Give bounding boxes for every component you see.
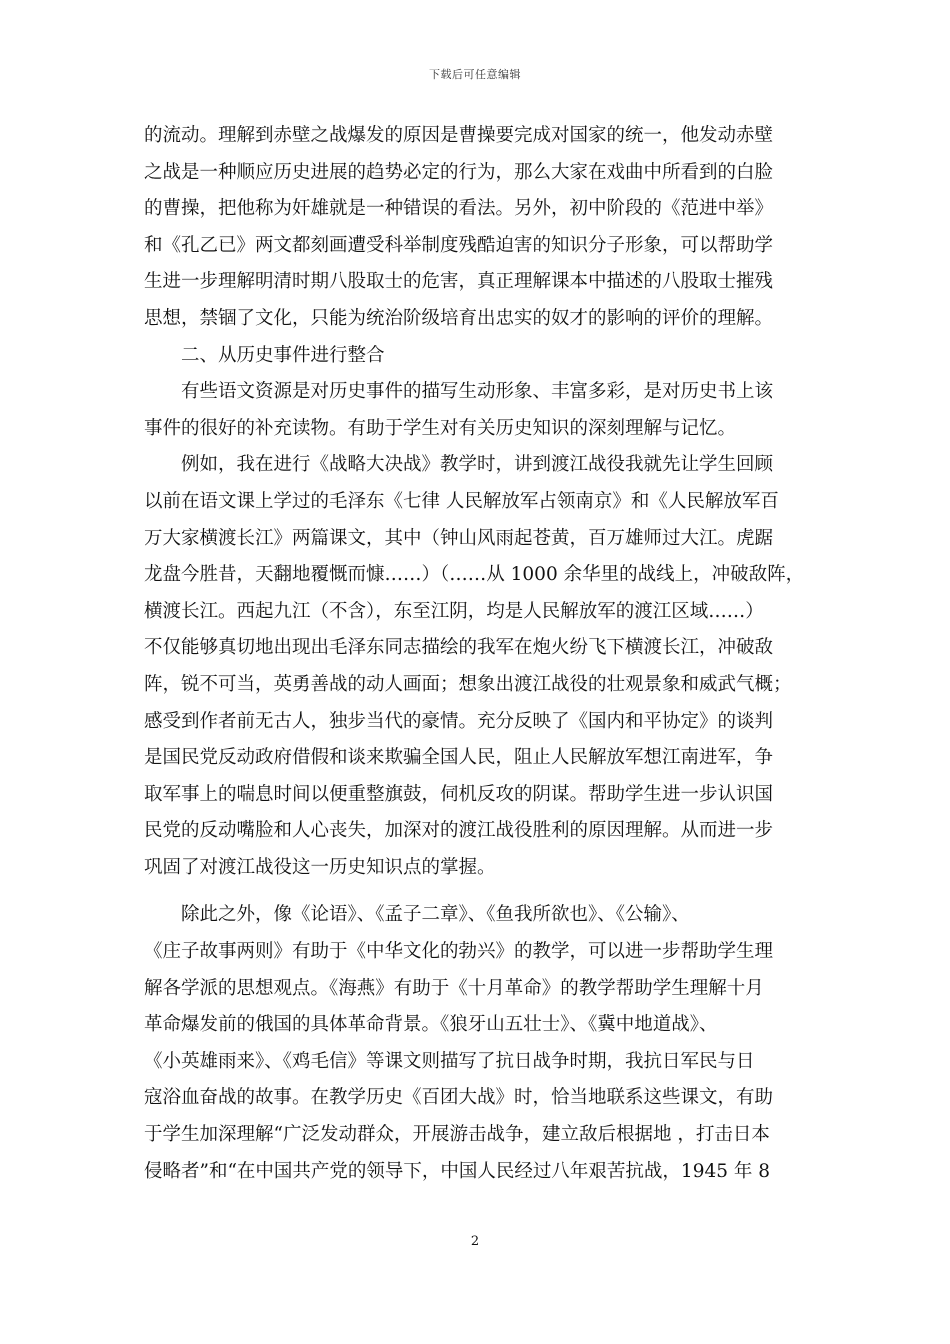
paragraph-gap [144,886,806,897]
page-number: 2 [470,1234,480,1249]
text-line: 事件的很好的补充读物。有助于学生对有关历史知识的深刻理解与记忆。 [144,417,737,439]
section-heading: 二、从历史事件进行整合 [144,344,385,366]
text-line: 是国民党反动政府借假和谈来欺骗全国人民，阻止人民解放军想江南进军，争 [144,747,774,769]
text-line: 《庄子故事两则》有助于《中华文化的勃兴》的教学，可以进一步帮助学生理 [144,941,774,963]
text-line: 以前在语文课上学过的毛泽东《七律 人民解放军占领南京》和《人民解放军百 [144,490,779,512]
text-line: 巩固了对渡江战役这一历史知识点的掌握。 [144,856,496,878]
text-line: 感受到作者前无古人，独步当代的豪情。充分反映了《国内和平协定》的谈判 [144,710,774,732]
text-line: 除此之外，像《论语》、《孟子二章》、《鱼我所欲也》、《公输》、 [144,904,690,926]
text-line: 生进一步理解明清时期八股取士的危害，真正理解课本中描述的八股取士摧残 [144,271,774,293]
text-line: 民党的反动嘴脸和人心丧失，加深对的渡江战役胜利的原因理解。从而进一步 [144,820,774,842]
text-line: 的曹操，把他称为奸雄就是一种错误的看法。另外，初中阶段的《范进中举》 [144,198,774,220]
text-line: 横渡长江。西起九江（不含），东至江阴，均是人民解放军的渡江区域……） [144,600,764,622]
text-line: 有些语文资源是对历史事件的描写生动形象、丰富多彩，是对历史书上该 [144,381,774,403]
text-line: 《小英雄雨来》、《鸡毛信》等课文则描写了抗日战争时期，我抗日军民与日 [144,1050,755,1072]
text-line: 不仅能够真切地出现出毛泽东同志描绘的我军在炮火纷飞下横渡长江，冲破敌 [144,637,774,659]
text-line: 和《孔乙已》两文都刻画遭受科举制度残酷迫害的知识分子形象，可以帮助学 [144,234,774,256]
text-line: 思想，禁锢了文化，只能为统治阶级培育出忠实的奴才的影响的评价的理解。 [144,307,774,329]
text-line: 于学生加深理解“广泛发动群众，开展游击战争，建立敌后根据地 ，打击日本 [144,1124,770,1146]
document-body [144,118,806,1190]
text-line: 例如，我在进行《战略大决战》教学时，讲到渡江战役我就先让学生回顾 [144,454,774,476]
text-line: 之战是一种顺应历史进展的趋势必定的行为，那么大家在戏曲中所看到的白脸 [144,161,774,183]
text-line: 取军事上的喘息时间以便重整旗鼓，伺机反攻的阴谋。帮助学生进一步认识国 [144,783,774,805]
text-line: 的流动。理解到赤壁之战爆发的原因是曹操要完成对国家的统一，他发动赤壁 [144,125,774,146]
text-line: 万大家横渡长江》两篇课文，其中（钟山风雨起苍黄，百万雄师过大江。虎踞 [144,527,774,549]
text-line: 侵略者”和“在中国共产党的领导下，中国人民经过八年艰苦抗战，1945 年 8 [144,1160,771,1182]
text-line: 革命爆发前的俄国的具体革命背景。《狼牙山五壮士》、《冀中地道战》、 [144,1014,718,1036]
text-line: 解各学派的思想观点。《海燕》有助于《十月革命》的教学帮助学生理解十月 [144,977,764,999]
page-header: 下载后可任意编辑 [429,68,521,81]
text-line: 龙盘今胜昔，天翻地覆慨而慷……）（……从 1000 余华里的战线上，冲破敌阵， [144,564,805,586]
text-line: 寇浴血奋战的故事。在教学历史《百团大战》时，恰当地联系这些课文，有助 [144,1087,774,1109]
text-line: 阵，锐不可当，英勇善战的动人画面；想象出渡江战役的壮观景象和威武气概； [144,673,792,695]
